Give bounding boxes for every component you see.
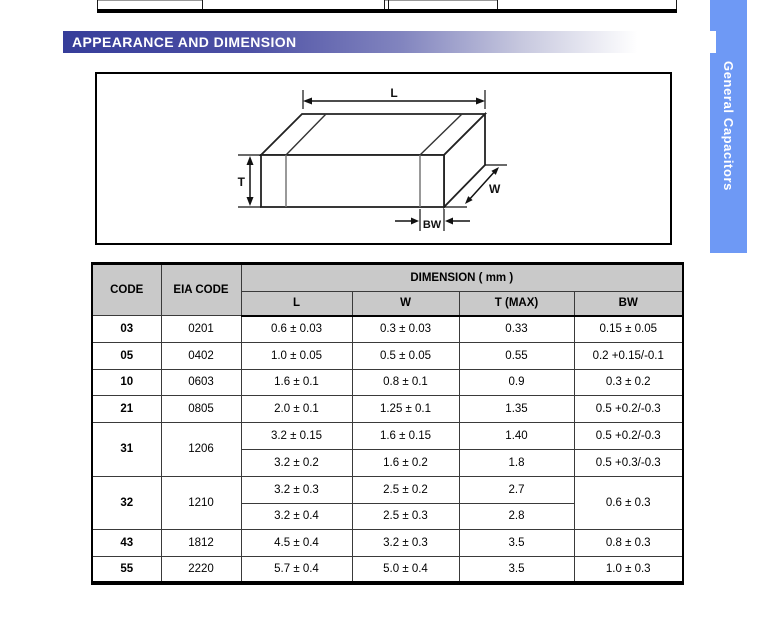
col-header-bw: BW [574,292,683,316]
t-arrow-up [247,156,254,165]
cell-l: 0.6 ± 0.03 [241,316,352,343]
remnant-divider [497,0,498,9]
table-row [92,557,683,584]
cell-bw: 0.3 ± 0.2 [574,369,683,396]
cell-bw: 0.5 +0.2/-0.3 [574,423,683,450]
remnant-divider [202,0,203,9]
table-row [92,369,683,396]
cell-t: 3.5 [459,530,574,557]
cell-t: 0.9 [459,369,574,396]
cell-l: 3.2 ± 0.3 [241,476,352,503]
cell-t: 3.5 [459,557,574,584]
col-header-code: CODE [92,264,161,316]
col-header-l: L [241,292,352,316]
cell-bw: 0.15 ± 0.05 [574,316,683,343]
col-header-w: W [352,292,459,316]
cell-w: 1.6 ± 0.15 [352,423,459,450]
table-row [92,476,683,503]
cell-l: 3.2 ± 0.15 [241,423,352,450]
cell-l: 1.6 ± 0.1 [241,369,352,396]
remnant-divider [97,0,98,9]
bw-arrow-left [445,218,453,225]
cell-bw: 0.5 +0.3/-0.3 [574,449,683,476]
table-row [92,342,683,369]
cell-l: 3.2 ± 0.2 [241,449,352,476]
bw-label: BW [422,219,442,231]
cell-code: 03 [92,316,161,343]
t-label: T [237,175,245,189]
cell-t: 0.33 [459,316,574,343]
cell-t: 1.8 [459,449,574,476]
cell-code: 31 [92,423,161,477]
cell-eia: 1206 [161,423,241,477]
cell-w: 3.2 ± 0.3 [352,530,459,557]
cell-code: 43 [92,530,161,557]
cell-l: 5.7 ± 0.4 [241,557,352,584]
remnant-hairline [384,0,497,1]
remnant-bottom-border [97,9,677,13]
cell-bw: 0.8 ± 0.3 [574,530,683,557]
cell-t: 2.7 [459,476,574,503]
cell-eia: 0805 [161,396,241,423]
cell-eia: 0402 [161,342,241,369]
cell-code: 10 [92,369,161,396]
cell-l: 3.2 ± 0.4 [241,503,352,530]
cell-l: 2.0 ± 0.1 [241,396,352,423]
appearance-diagram-box [95,72,672,245]
remnant-divider [388,0,389,9]
chip-front-face [261,155,444,207]
cell-code: 32 [92,476,161,530]
cell-t: 1.35 [459,396,574,423]
cell-code: 21 [92,396,161,423]
side-tab-label: General Capacitors [721,61,736,192]
t-arrow-down [247,197,254,206]
remnant-divider [384,0,385,9]
cell-w: 0.8 ± 0.1 [352,369,459,396]
cell-bw: 0.2 +0.15/-0.1 [574,342,683,369]
l-label: L [390,86,398,100]
cell-bw: 1.0 ± 0.3 [574,557,683,584]
bw-arrow-right [411,218,419,225]
l-arrow-left [303,98,312,105]
cell-w: 1.6 ± 0.2 [352,449,459,476]
remnant-hairline [97,0,202,1]
cell-eia: 2220 [161,557,241,584]
previous-table-remnant [97,0,677,13]
cell-eia: 0603 [161,369,241,396]
cell-w: 0.5 ± 0.05 [352,342,459,369]
cell-t: 2.8 [459,503,574,530]
cell-eia: 1210 [161,476,241,530]
cell-l: 1.0 ± 0.05 [241,342,352,369]
col-header-t-max: T (MAX) [459,292,574,316]
l-arrow-right [476,98,485,105]
col-header-eia-code: EIA CODE [161,264,241,316]
w-label: W [489,182,501,196]
cell-bw: 0.5 +0.2/-0.3 [574,396,683,423]
col-header-dimension: DIMENSION ( mm ) [241,264,683,292]
cell-t: 1.40 [459,423,574,450]
table-row [92,423,683,450]
cell-w: 5.0 ± 0.4 [352,557,459,584]
section-title: APPEARANCE AND DIMENSION [63,31,716,53]
table-row [92,316,683,343]
cell-w: 2.5 ± 0.2 [352,476,459,503]
cell-t: 0.55 [459,342,574,369]
cell-l: 4.5 ± 0.4 [241,530,352,557]
table-row [92,530,683,557]
dimension-table [91,262,684,585]
cell-bw: 0.6 ± 0.3 [574,476,683,530]
cell-eia: 0201 [161,316,241,343]
cell-w: 0.3 ± 0.03 [352,316,459,343]
remnant-divider [676,0,677,9]
chip-capacitor-diagram [97,74,670,243]
cell-code: 05 [92,342,161,369]
cell-eia: 1812 [161,530,241,557]
cell-w: 1.25 ± 0.1 [352,396,459,423]
cell-code: 55 [92,557,161,584]
table-row [92,396,683,423]
cell-w: 2.5 ± 0.3 [352,503,459,530]
